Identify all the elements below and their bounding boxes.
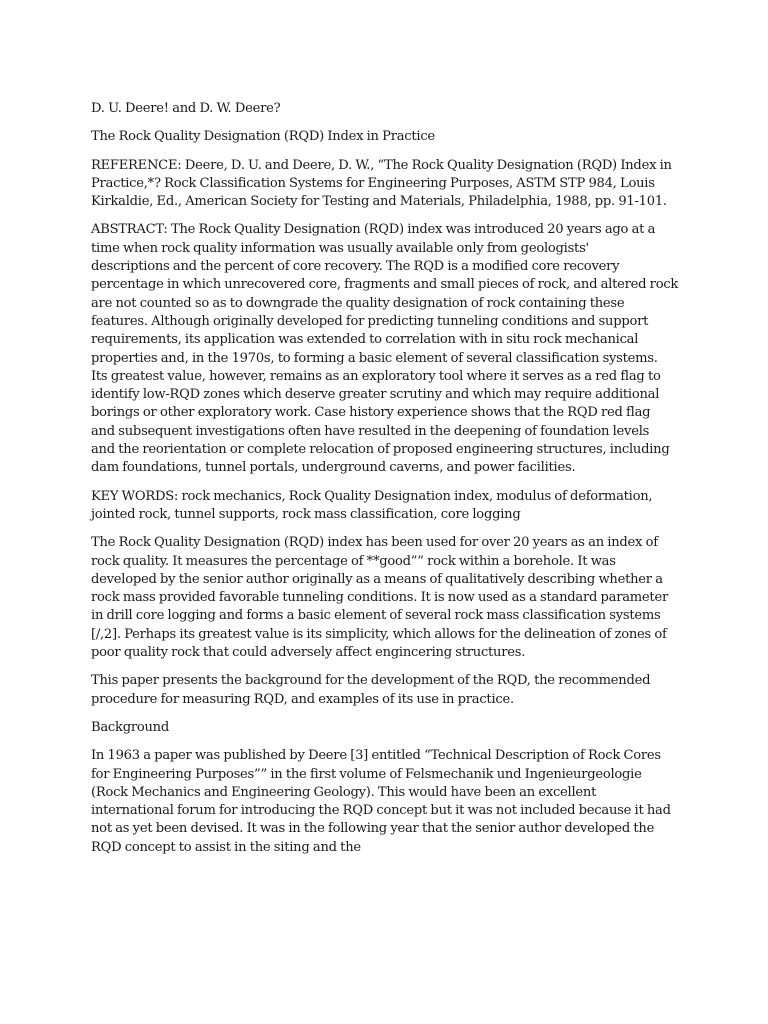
- reference-line: REFERENCE: Deere, D. U. and Deere, D. W., “The Rock Quality Designation (RQD) Index in: [91, 157, 672, 173]
- intro-line: rock mass provided favorable tunneling conditions. It is now used as a standard parameter: [91, 590, 668, 606]
- background-line: (Rock Mechanics and Engineering Geology). This would have been an excellent: [91, 784, 597, 800]
- reference-line: Practice,*? Rock Classification Systems for Engineering Purposes, ASTM STP 984, Louis: [91, 175, 655, 191]
- abstract-line: percentage in which unrecovered core, fragments and small pieces of rock, and altered rock: [91, 277, 679, 293]
- keywords-line: jointed rock, tunnel supports, rock mass classification, core logging: [91, 506, 521, 522]
- keywords-line: KEY WORDS: rock mechanics, Rock Quality Designation index, modulus of deformation,: [91, 488, 653, 504]
- abstract-line: and the reorientation or complete relocation of proposed engineering structures, including: [91, 442, 670, 458]
- background-line: international forum for introducing the RQD concept but it was not included because it had: [91, 803, 671, 819]
- abstract-line: features. Although originally developed for predicting tunneling conditions and support: [91, 313, 649, 329]
- abstract-line: are not counted so as to downgrade the quality designation of rock containing these: [91, 295, 625, 311]
- authors-line: D. U. Deere! and D. W. Deere?: [91, 101, 281, 116]
- intro-line: rock quality. It measures the percentage of **good”” rock within a borehole. It was: [91, 553, 616, 569]
- abstract-line: borings or other exploratory work. Case history experience shows that the RQD red flag: [91, 405, 651, 421]
- intro-line: [/,2]. Perhaps its greatest value is its simplicity, which allows for the delineation of zones of: [91, 626, 667, 642]
- keywords-paragraph: [91, 488, 691, 525]
- reference-line: Kirkaldie, Ed., American Society for Testing and Materials, Philadelphia, 1988, pp. 91-101.: [91, 194, 667, 210]
- background-line: RQD concept to assist in the siting and the: [91, 839, 361, 855]
- background-line: not as yet been devised. It was in the following year that the senior author developed the: [91, 821, 655, 837]
- abstract-line: and subsequent investigations often have resulted in the deepening of foundation levels: [91, 423, 650, 439]
- intro-line: The Rock Quality Designation (RQD) index has been used for over 20 years as an index of: [91, 535, 658, 551]
- overview-line: This paper presents the background for the development of the RQD, the recommended: [91, 673, 651, 689]
- abstract-line: descriptions and the percent of core recovery. The RQD is a modified core recovery: [91, 259, 620, 275]
- intro-paragraph: [91, 534, 691, 662]
- intro-line: in drill core logging and forms a basic element of several rock mass classification systems: [91, 608, 661, 624]
- abstract-line: Its greatest value, however, remains as an exploratory tool where it serves as a red flag to: [91, 368, 661, 384]
- background-paragraph: [91, 747, 691, 857]
- abstract-line: time when rock quality information was usually available only from geologists': [91, 240, 589, 256]
- abstract-line: requirements, its application was extended to correlation with in situ rock mechanical: [91, 332, 639, 348]
- background-line: In 1963 a paper was published by Deere [3] entitled “Technical Description of Rock Cores: [91, 748, 661, 764]
- intro-line: poor quality rock that could adversely affect engincering structures.: [91, 645, 526, 661]
- abstract-line: dam foundations, tunnel portals, underground caverns, and power facilities.: [91, 460, 576, 476]
- abstract-line: ABSTRACT: The Rock Quality Designation (RQD) index was introduced 20 years ago at a: [91, 222, 656, 238]
- intro-line: developed by the senior author originally as a means of qualitatively describing whether a: [91, 571, 663, 587]
- paper-title: The Rock Quality Designation (RQD) Index in Practice: [91, 129, 435, 145]
- background-line: for Engineering Purposes”” in the first volume of Felsmechanik und Ingenieurgeologie: [91, 766, 642, 782]
- abstract-line: identify low-RQD zones which deserve greater scrutiny and which may require additional: [91, 387, 660, 403]
- abstract-line: properties and, in the 1970s, to forming a basic element of several classification systems.: [91, 350, 658, 366]
- document-page: [91, 100, 691, 867]
- overview-line: procedure for measuring RQD, and examples of its use in practice.: [91, 691, 514, 707]
- paper-overview-paragraph: [91, 672, 691, 709]
- reference-paragraph: [91, 157, 691, 212]
- section-heading-background: Background: [91, 719, 169, 735]
- abstract-paragraph: [91, 221, 691, 477]
